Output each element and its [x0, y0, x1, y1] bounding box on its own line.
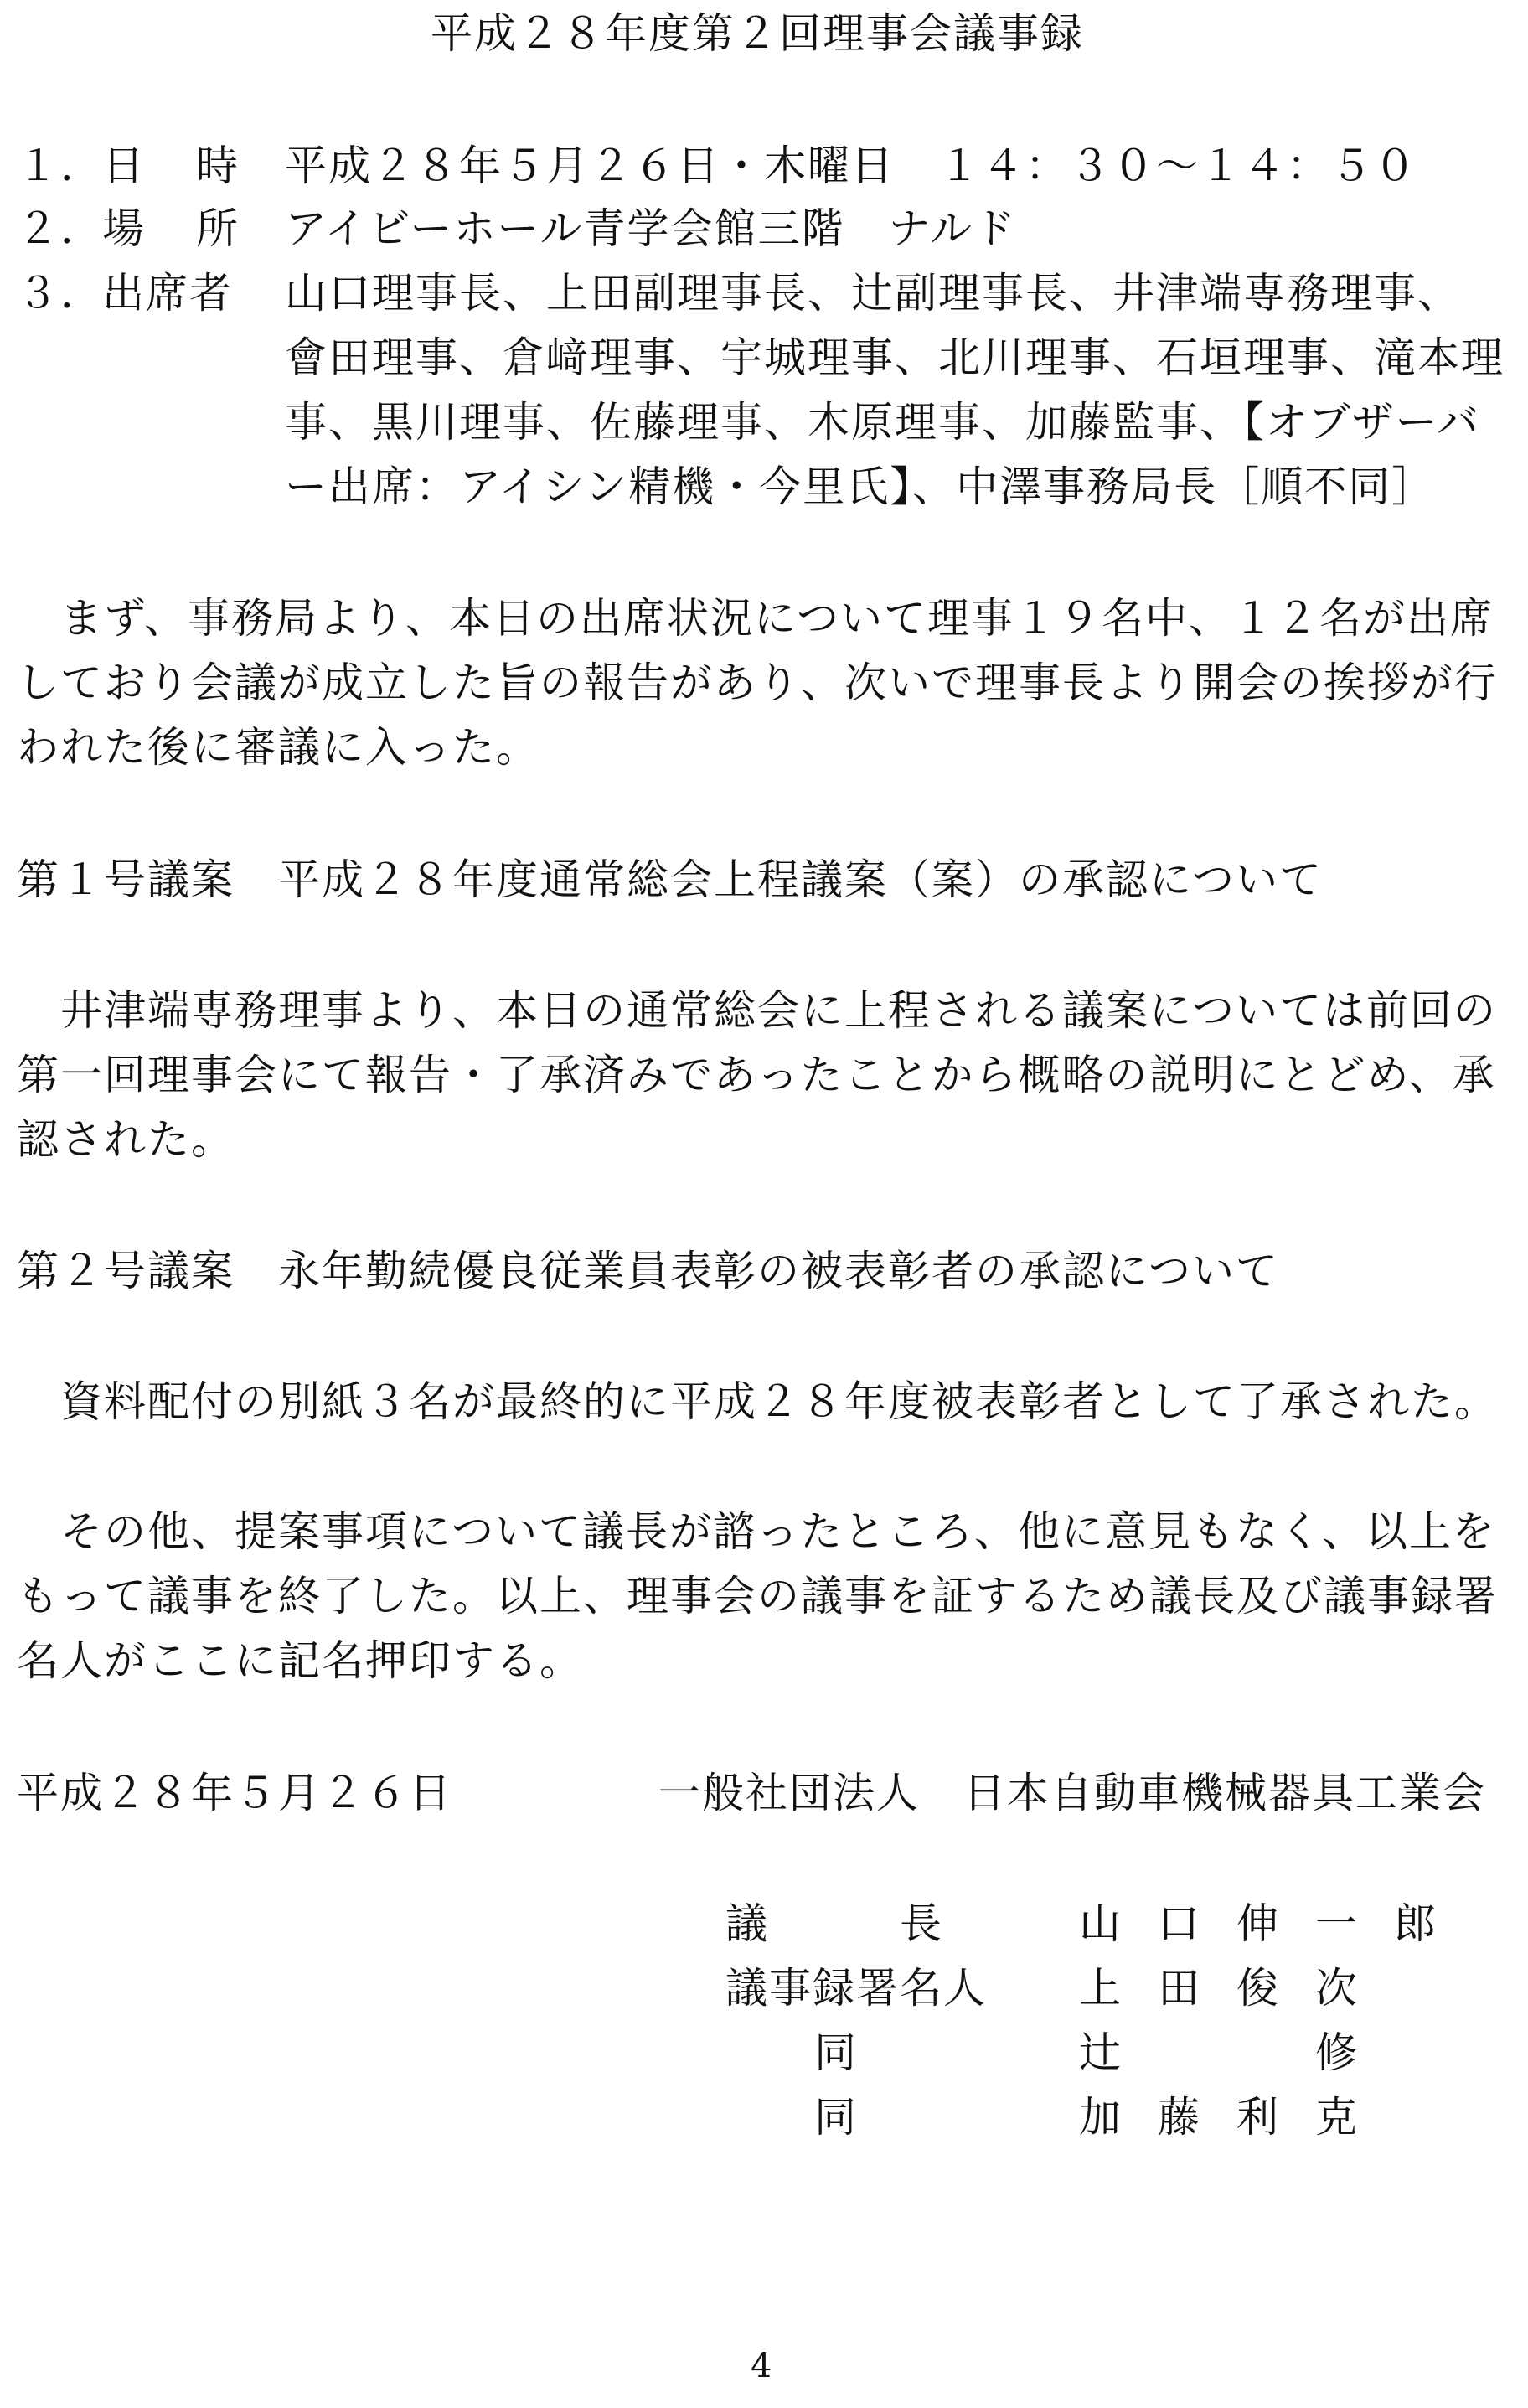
- signature-name: 加藤利克: [1079, 2093, 1394, 2142]
- agenda-2-heading: 第２号議案 永年勤続優良従業員表彰の被表彰者の承認について: [17, 1247, 1279, 1295]
- agenda-1-heading: 第１号議案 平成２８年度通常総会上程議案（案）の承認について: [17, 855, 1323, 904]
- organization-name: 一般社団法人 日本自動車機械器具工業会: [658, 1769, 1486, 1817]
- attendees-line: 會田理事、倉﨑理事、宇城理事、北川理事、石垣理事、滝本理: [285, 333, 1505, 382]
- signature-role: 議事録署名人: [725, 1964, 987, 2013]
- closing-line: その他、提案事項について議長が諮ったところ、他に意見もなく、以上を: [17, 1507, 1496, 1556]
- signature-role: 議 長: [725, 1899, 943, 1948]
- meta-number-place: ２．: [17, 204, 104, 253]
- attendees-line: ー出席：アイシン精機・今里氏】、中澤事務局長［順不同］: [285, 462, 1436, 511]
- signature-name: 山口伸一郎: [1079, 1899, 1473, 1948]
- agenda-1-body-line: 第一回理事会にて報告・了承済みであったことから概略の説明にとどめ、承: [17, 1051, 1496, 1099]
- meta-value-place: アイビーホール青学会館三階 ナルド: [285, 204, 1017, 253]
- page-number: 4: [751, 2347, 772, 2385]
- agenda-1-body-line: 認された。: [17, 1115, 235, 1164]
- intro-line: われた後に審議に入った。: [17, 723, 539, 772]
- document-date: 平成２８年５月２６日: [17, 1769, 452, 1817]
- signature-role: 同: [814, 2093, 856, 2142]
- agenda-1-body-line: 井津端専務理事より、本日の通常総会に上程される議案については前回の: [17, 986, 1497, 1035]
- meta-key-place: 場 所: [102, 204, 243, 253]
- signature-name: 辻 修: [1079, 2028, 1394, 2077]
- meta-value-attendees: 山口理事長、上田副理事長、辻副理事長、井津端専務理事、: [285, 269, 1461, 318]
- attendees-line: 事、黒川理事、佐藤理事、木原理事、加藤監事、【オブザーバ: [285, 398, 1480, 447]
- intro-line: まず、事務局より、本日の出席状況について理事１９名中、１２名が出席: [17, 594, 1494, 643]
- meta-value-date: 平成２８年５月２６日・木曜日 １４：３０～１４：５０: [285, 142, 1417, 190]
- signature-name: 上田俊次: [1079, 1964, 1394, 2013]
- closing-line: 名人がここに記名押印する。: [17, 1636, 583, 1685]
- closing-line: もって議事を終了した。以上、理事会の議事を証するため議長及び議事録署: [17, 1572, 1498, 1620]
- agenda-2-body-line: 資料配付の別紙３名が最終的に平成２８年度被表彰者として了承された。: [17, 1377, 1498, 1426]
- meta-number-date: １．: [17, 142, 104, 190]
- signature-role: 同: [814, 2028, 856, 2077]
- meta-number-attendees: ３．: [17, 269, 104, 318]
- intro-line: しており会議が成立した旨の報告があり、次いで理事長より開会の挨拶が行: [17, 659, 1498, 707]
- document-title: 平成２８年度第２回理事会議事録: [431, 9, 1084, 58]
- meta-key-date: 日 時: [102, 142, 243, 190]
- meta-key-attendees: 出席者: [102, 269, 233, 318]
